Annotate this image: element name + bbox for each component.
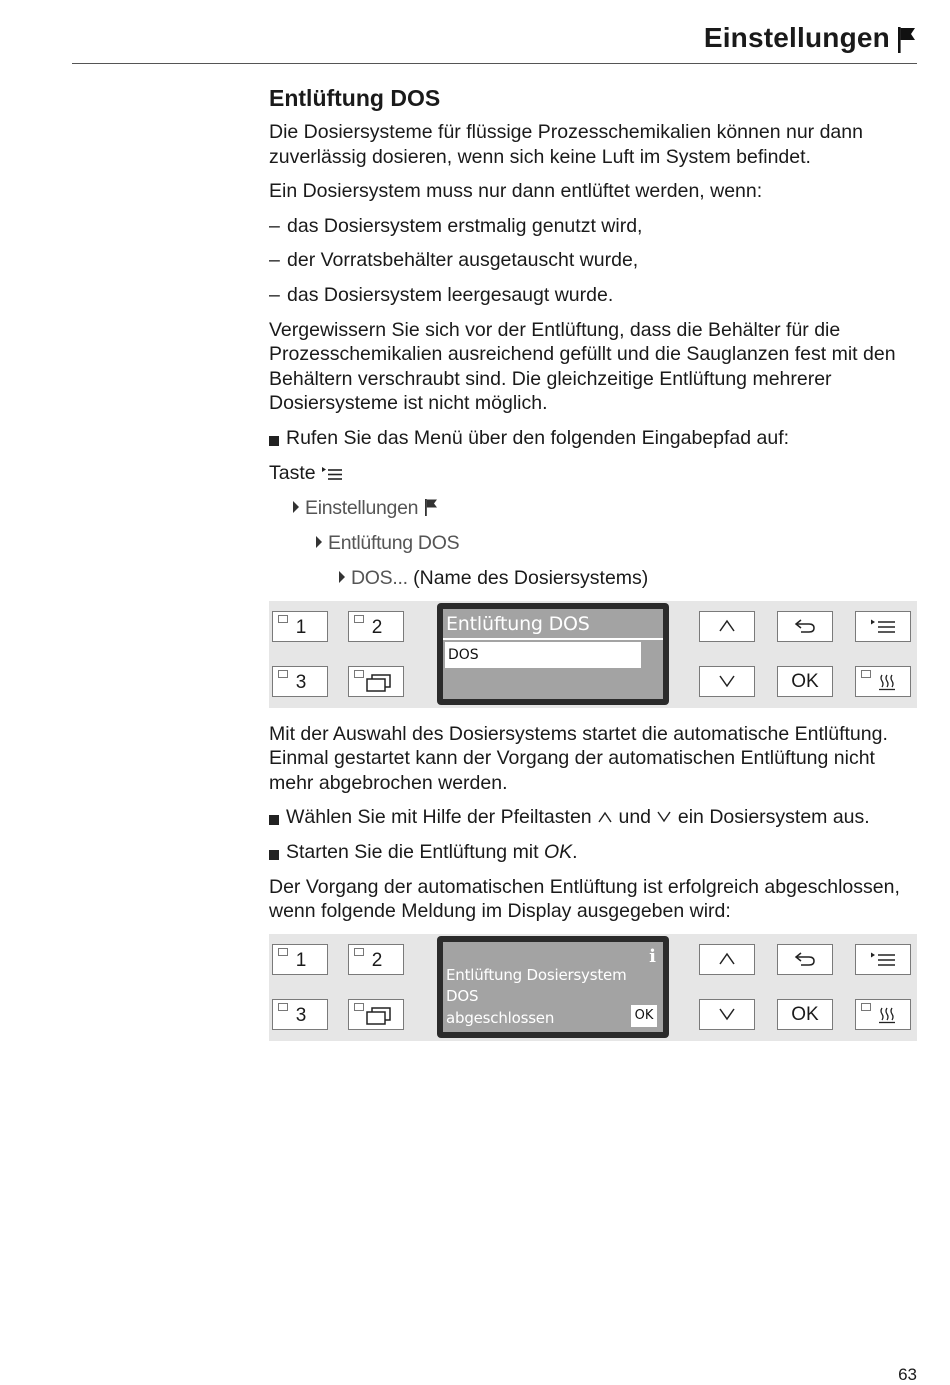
condition-item: – das Dosiersystem leergesaugt wurde. — [269, 283, 614, 306]
chevron-up-icon — [597, 811, 613, 823]
page-header-title: Einstellungen — [703, 22, 890, 53]
triangle-right-icon — [293, 501, 299, 513]
display-selected-item: DOS — [445, 642, 641, 668]
triangle-right-icon — [316, 536, 322, 548]
bullet-square — [269, 815, 279, 825]
display-divider — [443, 638, 663, 640]
led-indicator — [278, 948, 288, 956]
arrow-up-button[interactable] — [699, 944, 755, 975]
arrow-up-button[interactable] — [699, 611, 755, 642]
arrow-down-button[interactable] — [699, 666, 755, 697]
flag-icon — [424, 498, 438, 516]
key-1-button[interactable]: 1 — [272, 611, 328, 642]
key-1-button[interactable]: 1 — [272, 944, 328, 975]
control-panel-completion — [269, 934, 917, 1041]
drying-button[interactable] — [855, 666, 911, 697]
step-select-system: Wählen Sie mit Hilfe der Pfeiltasten und ein Dosiersystem aus. — [269, 805, 917, 830]
info-icon: i — [649, 945, 656, 967]
led-indicator — [278, 1003, 288, 1011]
path-level-3: DOS... (Name des Dosiersystems) — [269, 566, 917, 591]
key-3-button[interactable]: 3 — [272, 666, 328, 697]
display-message-line: Entlüftung Dosiersystem — [446, 965, 627, 984]
display-message-line: abgeschlossen — [446, 1008, 555, 1027]
back-button[interactable] — [777, 944, 833, 975]
triangle-right-icon — [339, 571, 345, 583]
menu-icon — [870, 618, 896, 634]
led-indicator — [354, 948, 364, 956]
led-indicator — [278, 670, 288, 678]
display-frame — [437, 603, 669, 705]
drying-heat-icon — [877, 1006, 897, 1024]
ok-button[interactable]: OK — [777, 999, 833, 1030]
precaution-paragraph: Vergewissern Sie sich vor der Entlüftung, dass die Behälter für die Prozesschemikalien ausreichend gefüllt und die Sauglanzen fest mit den Behältern verschraubt sind. Die gleichzeitige Entlüftung mehrerer Dosiersysteme ist nicht möglich. — [269, 318, 896, 415]
display-message-line: DOS — [446, 986, 479, 1005]
path-level-1: Einstellungen — [269, 496, 917, 521]
chevron-up-icon — [718, 952, 736, 966]
completion-paragraph: Der Vorgang der automatischen Entlüftung ist erfolgreich abgeschlossen, wenn folgende Meldung im Display ausgegeben wird: — [269, 875, 900, 923]
path-taste: Taste — [269, 461, 917, 486]
led-indicator — [354, 1003, 364, 1011]
intro-paragraph: Die Dosiersysteme für flüssige Prozesschemikalien können nur dann zuverlässig dosieren, wenn sich keine Luft im System befindet. — [269, 121, 863, 168]
menu-icon — [870, 951, 896, 967]
step-open-menu: Rufen Sie das Menü über den folgenden Eingabepfad auf: — [269, 426, 917, 451]
menu-button[interactable] — [855, 611, 911, 642]
chevron-down-icon — [718, 1007, 736, 1021]
condition-item: – das Dosiersystem erstmalig genutzt wird, — [269, 214, 643, 237]
back-arrow-icon — [793, 950, 817, 968]
key-2-button[interactable]: 2 — [348, 944, 404, 975]
bullet-square — [269, 436, 279, 446]
chevron-down-icon — [718, 674, 736, 688]
step-start-venting: Starten Sie die Entlüftung mit OK. — [269, 840, 917, 865]
main-content — [269, 84, 917, 1055]
key-2-button[interactable]: 2 — [348, 611, 404, 642]
key-3-button[interactable]: 3 — [272, 999, 328, 1030]
drying-heat-icon — [877, 673, 897, 691]
menu-button[interactable] — [855, 944, 911, 975]
display-screen — [443, 609, 663, 699]
arrow-down-button[interactable] — [699, 999, 755, 1030]
bullet-square — [269, 850, 279, 860]
program-select-button[interactable] — [348, 999, 404, 1030]
page-number: 63 — [898, 1365, 917, 1384]
led-indicator — [354, 615, 364, 623]
led-indicator — [861, 670, 871, 678]
control-panel-selection — [269, 601, 917, 708]
section-heading: Entlüftung DOS — [269, 85, 441, 111]
display-screen — [443, 942, 663, 1032]
back-button[interactable] — [777, 611, 833, 642]
led-indicator — [354, 670, 364, 678]
ok-button[interactable]: OK — [777, 666, 833, 697]
led-indicator — [861, 1003, 871, 1011]
auto-venting-paragraph: Mit der Auswahl des Dosiersystems startet die automatische Entlüftung. Einmal gestartet kann der Vorgang der automatischen Entlüftung nicht mehr abgebrochen werden. — [269, 722, 888, 794]
flag-icon — [897, 26, 917, 54]
conditions-intro: Ein Dosiersystem muss nur dann entlüftet werden, wenn: — [269, 180, 763, 203]
condition-item: – der Vorratsbehälter ausgetauscht wurde, — [269, 249, 639, 272]
menu-icon — [321, 465, 343, 481]
path-level-2: Entlüftung DOS — [269, 531, 917, 556]
windows-stack-icon — [365, 673, 393, 693]
windows-stack-icon — [365, 1006, 393, 1026]
display-ok-indicator: OK — [631, 1005, 657, 1027]
chevron-up-icon — [718, 619, 736, 633]
header-divider — [72, 63, 917, 64]
drying-button[interactable] — [855, 999, 911, 1030]
program-select-button[interactable] — [348, 666, 404, 697]
chevron-down-icon — [656, 811, 672, 823]
led-indicator — [278, 615, 288, 623]
display-frame — [437, 936, 669, 1038]
display-title: Entlüftung DOS — [446, 612, 590, 635]
back-arrow-icon — [793, 617, 817, 635]
